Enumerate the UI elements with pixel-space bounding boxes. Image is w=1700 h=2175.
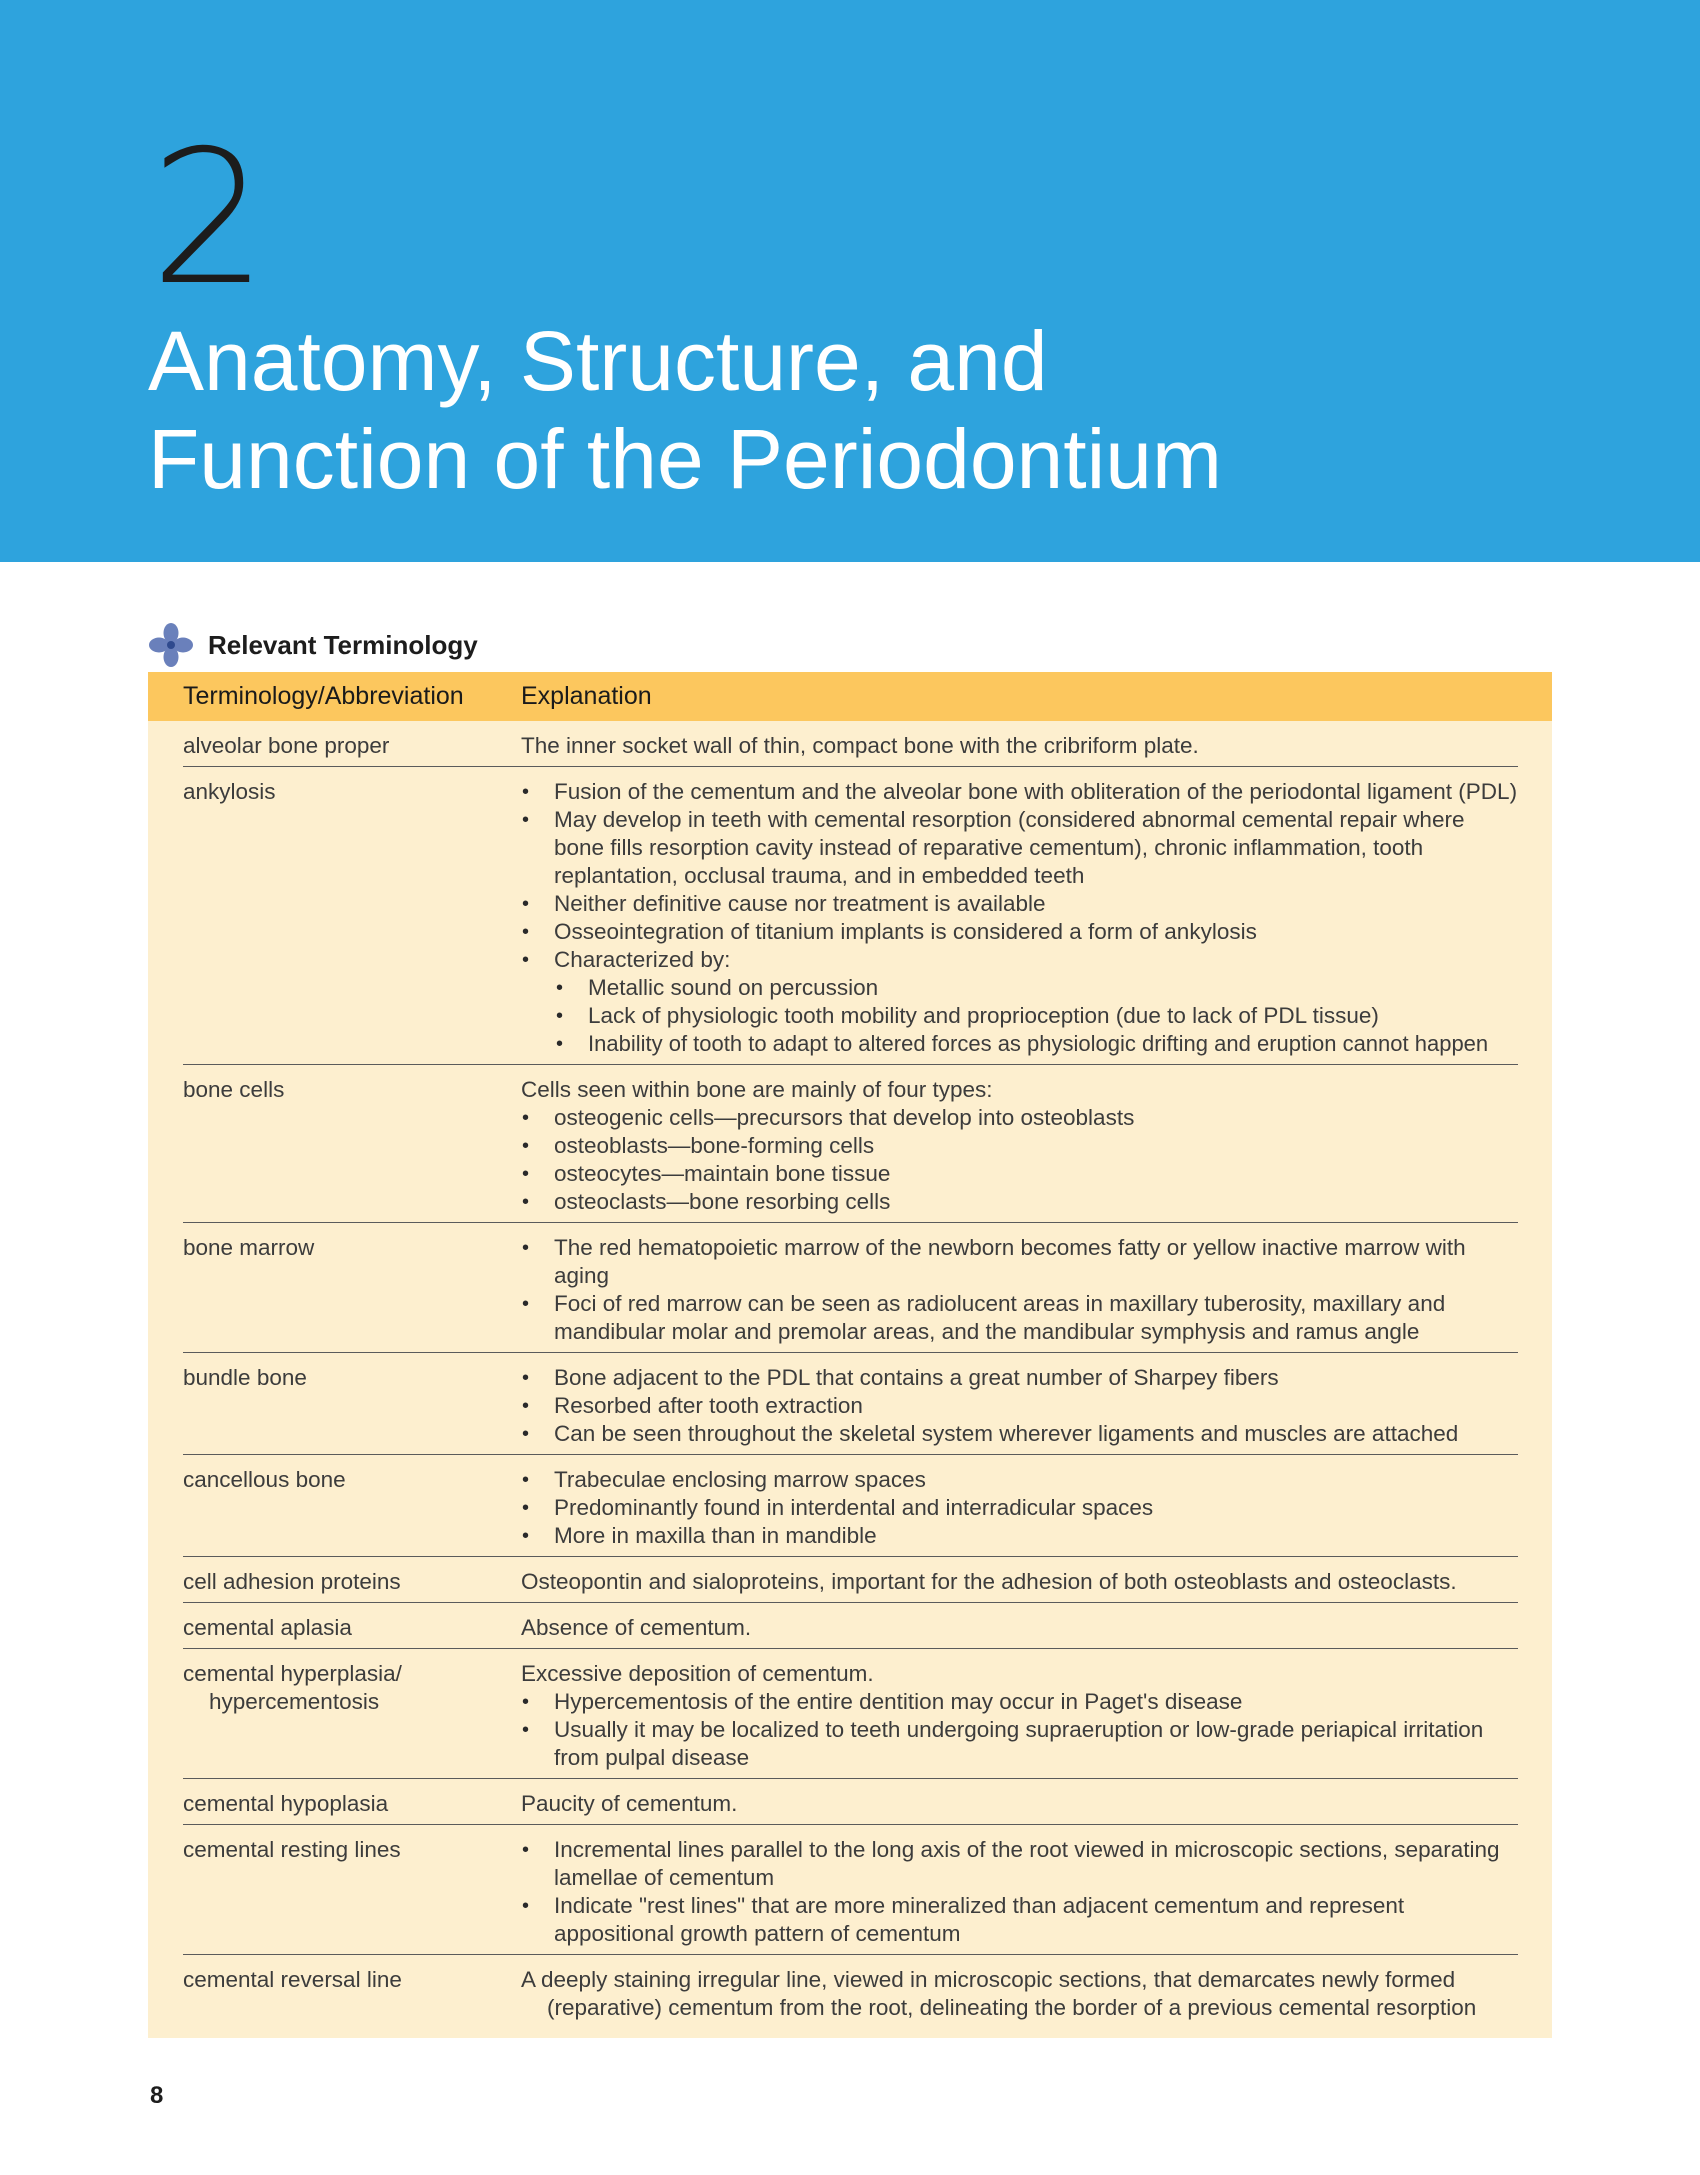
bullet-item: • May develop in teeth with cemental resorption (considered abnormal cemental repair where bone fills resorption cavity instead of reparative cementum), chronic inflammation, tooth replantation, occlusal trauma, and in embedded teeth (521, 806, 1518, 890)
bullet-item: • osteocytes—maintain bone tissue (521, 1160, 1518, 1188)
explanation-text: The inner socket wall of thin, compact bone with the cribriform plate. (521, 733, 1199, 758)
term-cell: bone cells (183, 1077, 285, 1102)
chapter-title (148, 312, 1548, 508)
explanation-text: Cells seen within bone are mainly of four types: (521, 1077, 993, 1102)
explanation-text: Absence of cementum. (521, 1615, 752, 1640)
bullet-item: • Fusion of the cementum and the alveolar bone with obliteration of the periodontal ligament (PDL) (521, 778, 1518, 806)
bullet-item: • Trabeculae enclosing marrow spaces (521, 1466, 1518, 1494)
term-cell: cemental reversal line (183, 1967, 402, 1992)
explanation-cell (521, 1614, 1518, 1642)
chapter-title-line-1: Anatomy, Structure, and (148, 314, 1048, 408)
explanation-cell (521, 1568, 1518, 1596)
bullet-item: • More in maxilla than in mandible (521, 1522, 1518, 1550)
term-text: cemental hyperplasia/ (183, 1661, 402, 1686)
table-row (183, 1955, 1518, 2028)
column-header-term: Terminology/Abbreviation (183, 682, 464, 710)
sub-bullet-item: • Lack of physiologic tooth mobility and proprioception (due to lack of PDL tissue) (555, 1002, 1518, 1030)
term-cell: bone marrow (183, 1235, 315, 1260)
term-cell: bundle bone (183, 1365, 307, 1390)
bullet-item: • Usually it may be localized to teeth undergoing supraeruption or low-grade periapical irritation from pulpal disease (521, 1716, 1518, 1772)
term-cell: cancellous bone (183, 1467, 346, 1492)
bullet-item: • osteoclasts—bone resorbing cells (521, 1188, 1518, 1216)
sub-bullet-item: • Inability of tooth to adapt to altered forces as physiologic drifting and eruption cannot happen (555, 1030, 1518, 1058)
term-cell: cell adhesion proteins (183, 1569, 401, 1594)
chapter-title-line-2: Function of the Periodontium (148, 412, 1222, 506)
explanation-text: Excessive deposition of cementum. (521, 1661, 874, 1686)
table-row (183, 721, 1518, 767)
table-row (183, 1557, 1518, 1603)
explanation-cell (521, 1076, 1518, 1216)
explanation-cell (521, 778, 1518, 1058)
bullet-item: • Foci of red marrow can be seen as radiolucent areas in maxillary tuberosity, maxillary and mandibular molar and premolar areas, and the mandibular symphysis and ramus angle (521, 1290, 1518, 1346)
explanation-cell (521, 1790, 1518, 1818)
table-row (183, 1649, 1518, 1779)
table-row (183, 1353, 1518, 1455)
chapter-number: 2 (150, 110, 264, 326)
term-cell: ankylosis (183, 779, 276, 804)
terminology-table (148, 672, 1552, 2038)
bullet-item: • Can be seen throughout the skeletal system wherever ligaments and muscles are attached (521, 1420, 1518, 1448)
bullet-item: • osteoblasts—bone-forming cells (521, 1132, 1518, 1160)
table-row (183, 1065, 1518, 1223)
table-row (183, 767, 1518, 1065)
explanation-cell (521, 1966, 1518, 2022)
explanation-text: A deeply staining irregular line, viewed in microscopic sections, that demarcates newly formed (reparative) cementum from the root, delineating the border of a previous cemental resorption (521, 1967, 1477, 2020)
section-heading-label: Relevant Terminology (208, 629, 478, 660)
term-cell: cemental hypoplasia (183, 1791, 389, 1816)
term-cell: cemental resting lines (183, 1837, 401, 1862)
table-row (183, 1455, 1518, 1557)
page-number: 8 (150, 2082, 164, 2109)
flower-icon (148, 622, 194, 668)
table-row (183, 1825, 1518, 1955)
bullet-item: • The red hematopoietic marrow of the newborn becomes fatty or yellow inactive marrow with aging (521, 1234, 1518, 1290)
explanation-text: Osteopontin and sialoproteins, important for the adhesion of both osteoblasts and osteoclasts. (521, 1569, 1457, 1594)
explanation-cell (521, 1364, 1518, 1448)
term-cell (183, 1660, 521, 1772)
term-text-continued: hypercementosis (209, 1689, 380, 1714)
table-row (183, 1223, 1518, 1353)
bullet-item: • Characterized by: (521, 946, 1518, 974)
bullet-item: • osteogenic cells—precursors that develop into osteoblasts (521, 1104, 1518, 1132)
bullet-item: • Bone adjacent to the PDL that contains a great number of Sharpey fibers (521, 1364, 1518, 1392)
term-cell: cemental aplasia (183, 1615, 352, 1640)
bullet-item: • Incremental lines parallel to the long axis of the root viewed in microscopic sections, separating lamellae of cementum (521, 1836, 1518, 1892)
table-row (183, 1603, 1518, 1649)
bullet-item: • Neither definitive cause nor treatment is available (521, 890, 1518, 918)
bullet-item: • Predominantly found in interdental and interradicular spaces (521, 1494, 1518, 1522)
bullet-item: • Hypercementosis of the entire dentition may occur in Paget's disease (521, 1688, 1518, 1716)
section-heading (148, 622, 478, 668)
explanation-cell (521, 1660, 1518, 1772)
term-cell: alveolar bone proper (183, 733, 390, 758)
explanation-text: Paucity of cementum. (521, 1791, 738, 1816)
chapter-header-band (0, 0, 1700, 562)
explanation-cell (521, 1234, 1518, 1346)
column-header-explanation: Explanation (521, 682, 652, 710)
table-row (183, 1779, 1518, 1825)
table-header-row (148, 672, 1552, 721)
bullet-item: • Indicate "rest lines" that are more mineralized than adjacent cementum and represent appositional growth pattern of cementum (521, 1892, 1518, 1948)
sub-bullet-item: • Metallic sound on percussion (555, 974, 1518, 1002)
explanation-cell (521, 1466, 1518, 1550)
explanation-cell (521, 732, 1518, 760)
bullet-item: • Resorbed after tooth extraction (521, 1392, 1518, 1420)
table-body (148, 721, 1552, 2028)
bullet-item: • Osseointegration of titanium implants is considered a form of ankylosis (521, 918, 1518, 946)
explanation-cell (521, 1836, 1518, 1948)
